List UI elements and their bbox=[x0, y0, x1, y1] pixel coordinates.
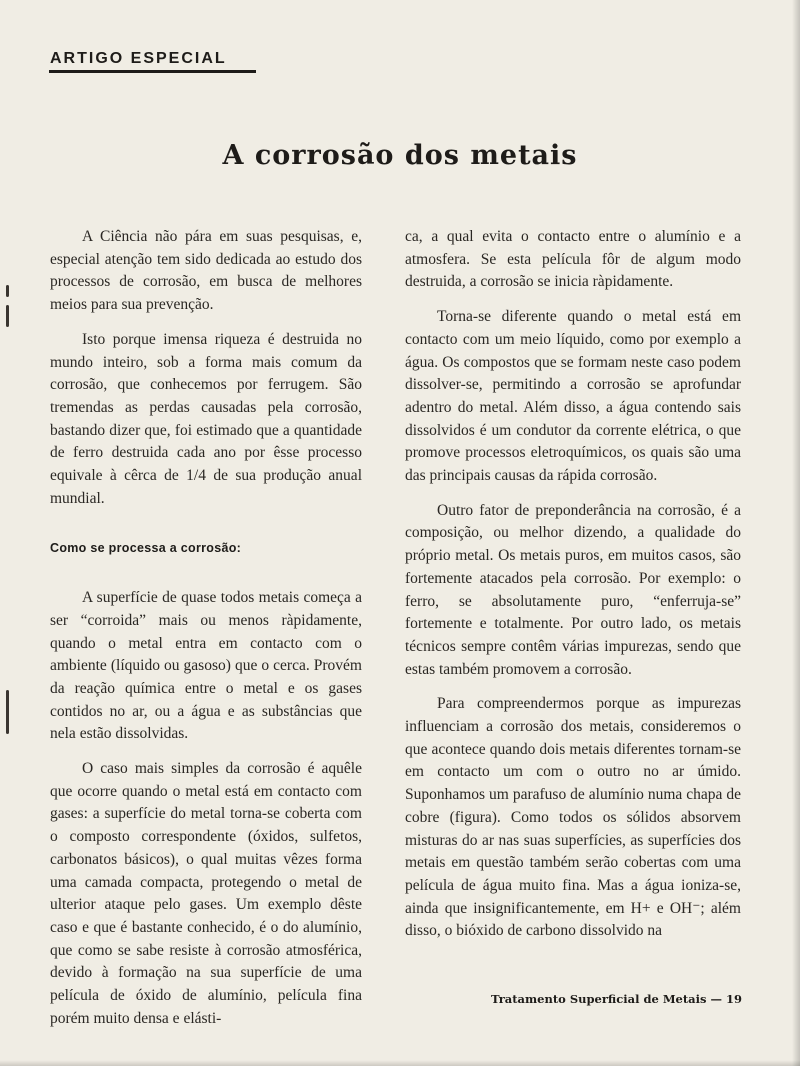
paragraph: A Ciência não pára em suas pesquisas, e, especial atenção tem sido dedicada ao estudo dos processos de corrosão, em busca de melhores meios para sua prevenção. bbox=[50, 228, 362, 314]
paragraph: Torna-se diferente quando o metal está em contacto com um meio líquido, como por exemplo a água. Os compostos que se formam neste caso podem dissolver-se, permitindo a corrosão se aprofundar adentro do metal. Além disso, a água contendo sais dissolvidos é um condutor da corrente elétrica, o que promove processos eletroquímicos, os quais são uma das principais causas da rápida corrosão. bbox=[405, 308, 741, 485]
left-column bbox=[50, 226, 362, 1031]
paragraph: A superfície de quase todos metais começa a ser “corroida” mais ou menos ràpidamente, quando o metal entra em contacto com o ambiente (líquido ou gasoso) que o cerca. Provém da reação química entre o metal e os gases contidos no ar, ou a água e as substâncias que nela estão dissolvidas. bbox=[50, 589, 362, 743]
section-rule bbox=[49, 70, 256, 73]
right-column bbox=[405, 226, 741, 943]
paragraph: Outro fator de preponderância na corrosão, é a composição, ou melhor dizendo, a qualidade do próprio metal. Os metais puros, em muitos casos, são fortemente atacados pela corrosão. Por exemplo: o ferro, se absolutamente puro, “enferruja-se” fortemente e totalmente. Por outro lado, os metais técnicos sempre contêm várias impurezas, sendo que estas também promovem a corrosão. bbox=[405, 501, 741, 678]
article-title: A corrosão dos metais bbox=[222, 140, 578, 171]
page-edge-shadow bbox=[792, 0, 800, 1066]
margin-ink-mark bbox=[6, 305, 9, 327]
paragraph: ca, a qual evita o contacto entre o alumínio e a atmosfera. Se esta película fôr de algum modo destruida, a corrosão se inicia ràpidamente. bbox=[405, 228, 741, 291]
margin-ink-mark bbox=[6, 690, 9, 734]
paragraph: Para compreendermos porque as impurezas influenciam a corrosão dos metais, consideremos o que acontece quando dois metais diferentes tornam-se em contacto um com o outro no ar úmido. Suponhamos um parafuso de alumínio numa chapa de cobre (figura). Como todos os sólidos absorvem misturas do ar nas suas superfícies, as superfícies dos metais em questão também serão cobertas com uma película de água muito fina. Mas a água ioniza-se, ainda que insignificantemente, em H+ e OH⁻; além disso, o bióxido de carbono dissolvido na bbox=[405, 695, 741, 940]
paragraph: Isto porque imensa riqueza é destruida no mundo inteiro, sob a forma mais comum da corrosão, que conhecemos por ferrugem. São tremendas as perdas causadas pela corrosão, bastando dizer que, foi estimado que a quantidade de ferro destruida cada ano por êsse processo equivale à cêrca de 1/4 de sua produção anual mundial. bbox=[50, 330, 362, 507]
page-bottom-shadow bbox=[0, 1060, 800, 1066]
page-footer: Tratamento Superficial de Metais — 19 bbox=[491, 992, 742, 1006]
margin-ink-mark bbox=[6, 285, 9, 297]
section-label: ARTIGO ESPECIAL bbox=[50, 50, 227, 67]
subheading: Como se processa a corrosão: bbox=[50, 541, 242, 556]
paragraph: O caso mais simples da corrosão é aquêle que ocorre quando o metal está em contacto com gases: a superfície do metal torna-se coberta com o composto correspondente (óxidos, sulfetos, carbonatos básicos), o qual muitas vêzes forma uma camada compacta, protegendo o metal de ulterior ataque pelo gases. Um exemplo dêste caso e que é bastante conhecido, é o do alumínio, que como se sabe resiste à corrosão atmosférica, devido à formação na sua superfície de uma película de óxido de alumínio, película fina porém muito densa e elásti- bbox=[50, 760, 362, 1027]
